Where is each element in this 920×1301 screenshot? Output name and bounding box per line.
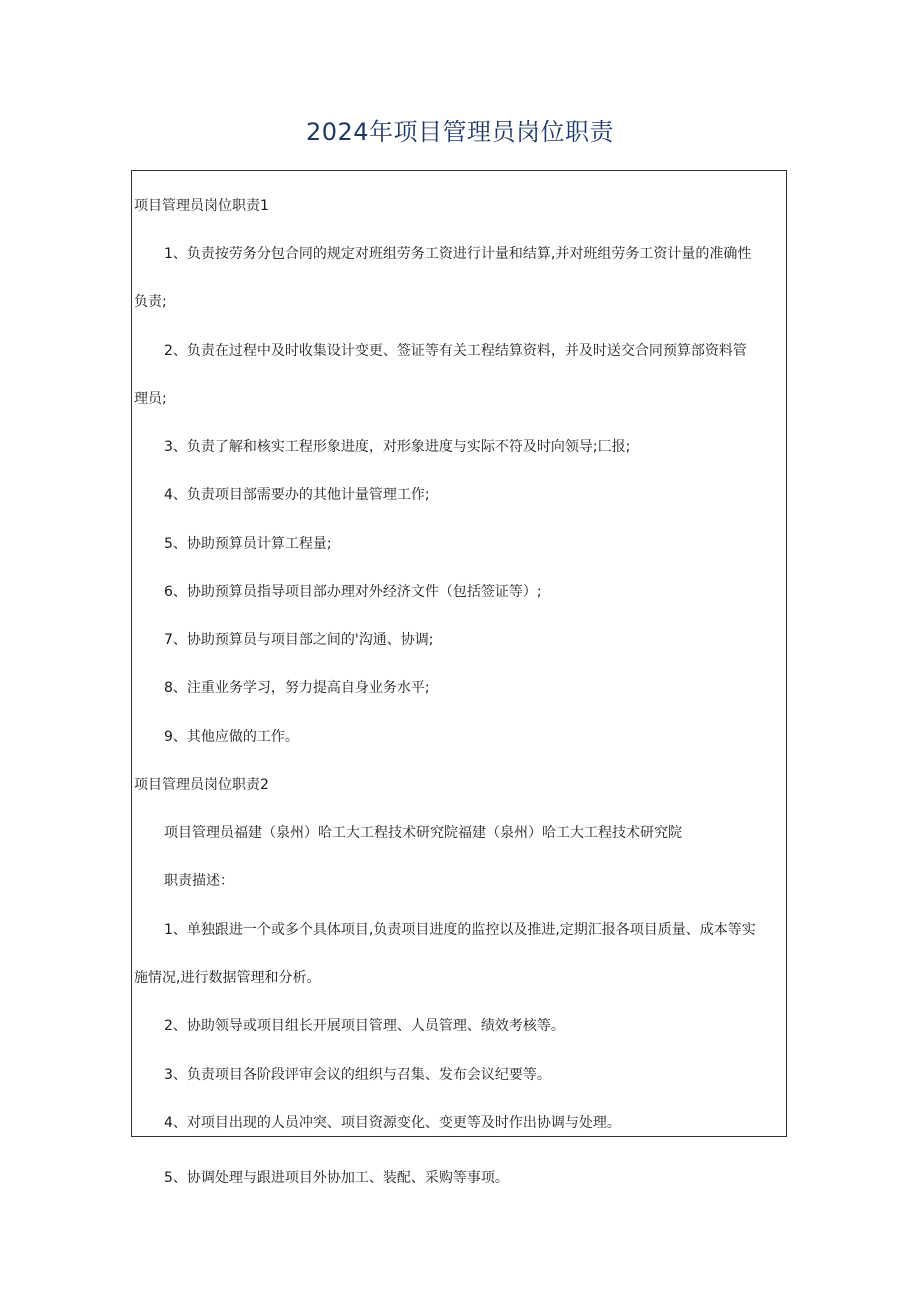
- section2-item-3: 3、负责项目各阶段评审会议的组织与召集、发布会议纪要等。: [164, 1067, 551, 1083]
- section1-item-9: 9、其他应做的工作。: [164, 729, 299, 745]
- section2-item-1-continued: 施情况,进行数据管理和分析。: [134, 970, 321, 986]
- section1-heading: 项目管理员岗位职责1: [134, 198, 269, 214]
- section2-item-2: 2、协助领导或项目组长开展项目管理、人员管理、绩效考核等。: [164, 1018, 565, 1034]
- section2-heading: 项目管理员岗位职责2: [134, 777, 269, 793]
- section2-description-label: 职责描述：: [164, 873, 234, 889]
- section1-item-3: 3、负责了解和核实工程形象进度，对形象进度与实际不符及时向领导;匚报;: [164, 439, 631, 455]
- section2-item-1: 1、单独跟进一个或多个具体项目,负责项目进度的监控以及推进,定期汇报各项目质量、成本等实: [164, 922, 756, 938]
- section2-item-5: 5、协调处理与跟进项目外协加工、装配、采购等事项。: [164, 1170, 509, 1186]
- section1-item-8: 8、注重业务学习，努力提高自身业务水平;: [164, 680, 430, 696]
- section1-item-2-continued: 理员;: [134, 391, 167, 407]
- section2-item-4: 4、对项目出现的人员冲突、项目资源变化、变更等及时作出协调与处理。: [164, 1115, 621, 1131]
- section1-item-7: 7、协助预算员与项目部之间的'沟通、协调;: [164, 632, 434, 648]
- section2-company-line: 项目管理员福建（泉州）哈工大工程技术研究院福建（泉州）哈工大工程技术研究院: [164, 825, 682, 841]
- content-frame: [131, 170, 787, 1137]
- section1-item-5: 5、协助预算员计算工程量;: [164, 536, 332, 552]
- section1-item-2: 2、负责在过程中及时收集设计变更、签证等有关工程结算资料，并及时送交合同预算部资料管: [164, 343, 747, 359]
- section1-item-4: 4、负责项目部需要办的其他计量管理工作;: [164, 487, 430, 503]
- section1-item-1: 1、负责按劳务分包合同的规定对班组劳务工资进行计量和结算,并对班组劳务工资计量的准确性: [164, 246, 752, 262]
- document-title: 2024年项目管理员岗位职责: [305, 118, 615, 146]
- section1-item-1-continued: 负责;: [134, 294, 167, 310]
- section1-item-6: 6、协助预算员指导项目部办理对外经济文件（包括签证等）;: [164, 584, 542, 600]
